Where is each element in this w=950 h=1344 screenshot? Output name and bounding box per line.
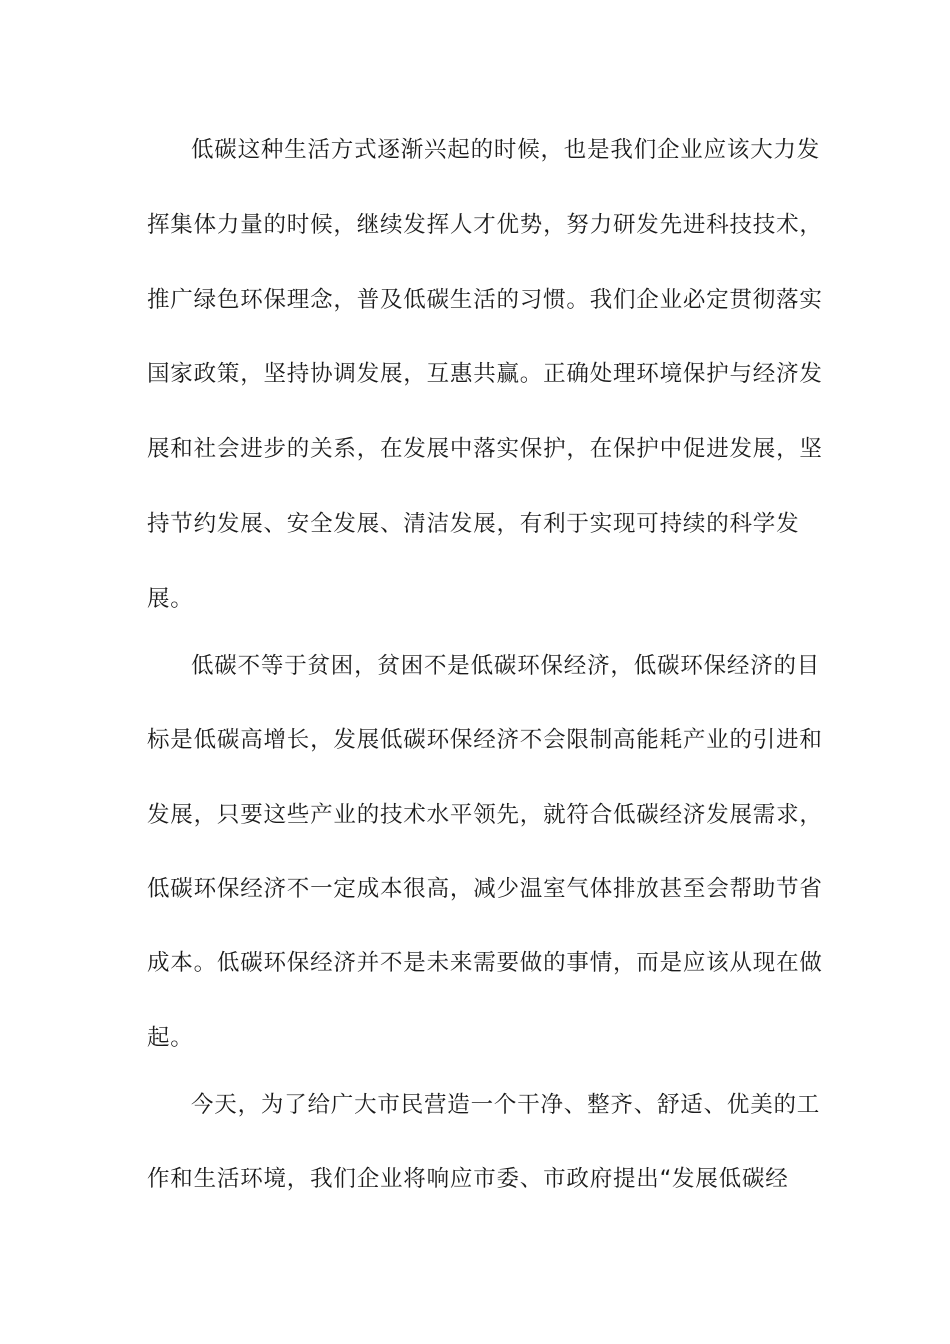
paragraph-1-line-7: 展。	[147, 586, 194, 612]
paragraph-2-line-4: 低碳环保经济不一定成本很高，减少温室气体排放甚至会帮助节省	[147, 876, 823, 902]
paragraph-3-line-2: 作和生活环境，我们企业将响应市委、市政府提出“发展低碳经	[147, 1166, 789, 1192]
paragraph-2-line-6: 起。	[147, 1025, 194, 1051]
paragraph-1-line-3: 推广绿色环保理念，普及低碳生活的习惯。我们企业必定贯彻落实	[147, 287, 823, 313]
paragraph-3-line-1: 今天，为了给广大市民营造一个干净、整齐、舒适、优美的工	[191, 1092, 821, 1118]
paragraph-1-line-6: 持节约发展、安全发展、清洁发展，有利于实现可持续的科学发	[147, 511, 800, 537]
paragraph-2-line-2: 标是低碳高增长，发展低碳环保经济不会限制高能耗产业的引进和	[147, 727, 823, 753]
paragraph-2-line-5: 成本。低碳环保经济并不是未来需要做的事情，而是应该从现在做	[147, 950, 823, 976]
paragraph-1-line-1: 低碳这种生活方式逐渐兴起的时候，也是我们企业应该大力发	[191, 137, 821, 163]
paragraph-2-line-3: 发展，只要这些产业的技术水平领先，就符合低碳经济发展需求，	[147, 802, 823, 828]
paragraph-1-line-4: 国家政策，坚持协调发展，互惠共赢。正确处理环境保护与经济发	[147, 361, 823, 387]
paragraph-1-line-5: 展和社会进步的关系，在发展中落实保护，在保护中促进发展，坚	[147, 436, 823, 462]
paragraph-1-line-2: 挥集体力量的时候，继续发挥人才优势，努力研发先进科技技术，	[147, 212, 823, 238]
paragraph-2-line-1: 低碳不等于贫困，贫困不是低碳环保经济，低碳环保经济的目	[191, 653, 821, 679]
